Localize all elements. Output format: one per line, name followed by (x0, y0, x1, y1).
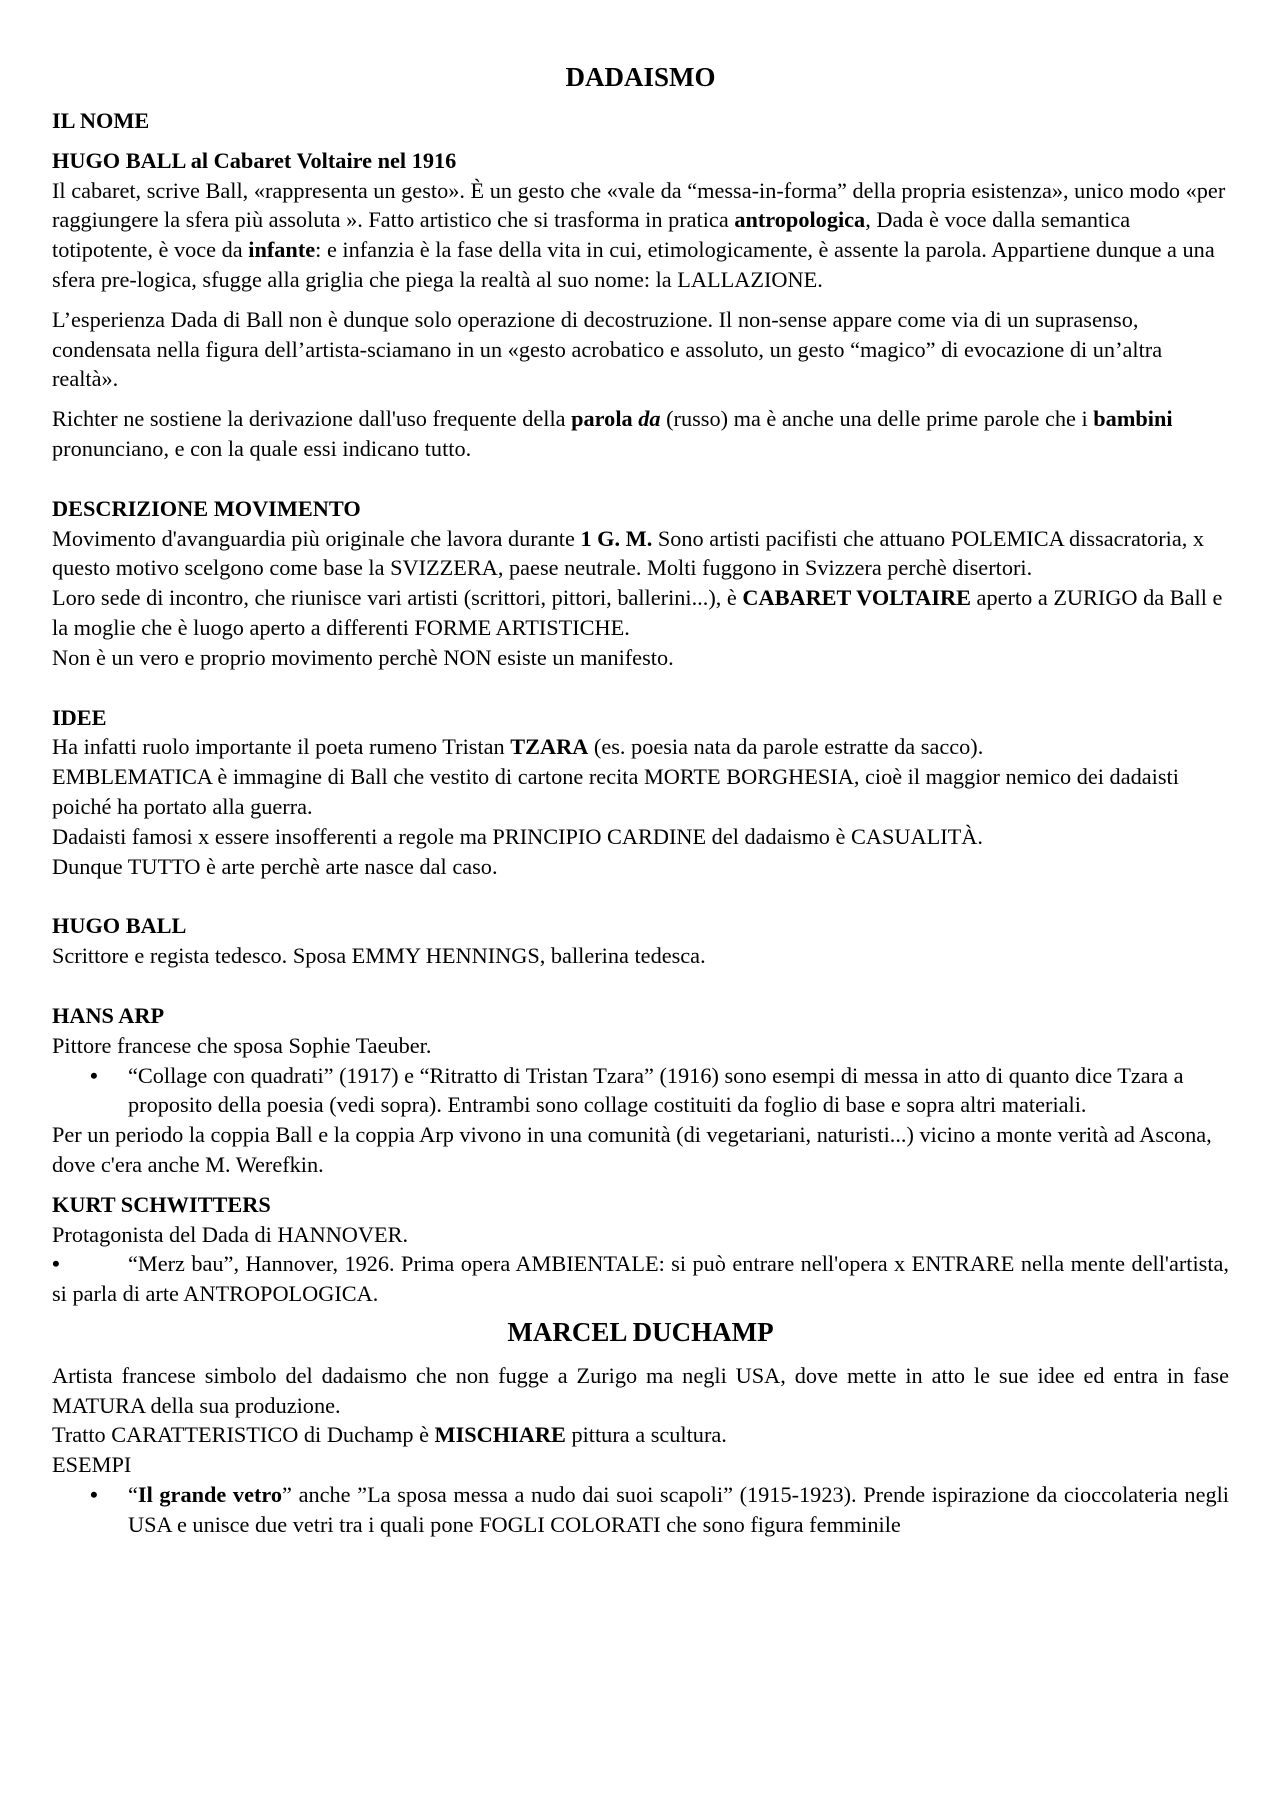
paragraph-tutto-arte: Dunque TUTTO è arte perchè arte nasce dal caso. (52, 853, 498, 879)
paragraph-hans-arp: Pittore francese che sposa Sophie Taeuber. (52, 1032, 432, 1058)
paragraph-manifesto: Non è un vero e proprio movimento perchè NON esiste un manifesto. (52, 644, 674, 670)
section-hugo-ball (52, 911, 1229, 971)
subheading-hugo-ball-cabaret: HUGO BALL al Cabaret Voltaire nel 1916 (52, 147, 457, 173)
page-title: DADAISMO (565, 62, 716, 92)
heading-descrizione-movimento: DESCRIZIONE MOVIMENTO (52, 495, 361, 521)
heading-il-nome: IL NOME (52, 108, 150, 133)
paragraph-monte-verita: Per un periodo la coppia Ball e la coppia Arp vivono in una comunità (di vegetariani, naturisti...) vicino a monte verità ad Ascona, dove c'era anche M. Werefkin. (52, 1122, 1212, 1177)
section-marcel-duchamp (52, 1361, 1229, 1540)
list-item: • “Il grande vetro” anche ”La sposa messa a nudo dai suoi scapoli” (1915-1923). Prende ispirazione da cioccolateria negli USA e unisce due vetri tra i quali pone FOGLI COLORATI che sono figura femminile (90, 1482, 1229, 1537)
section-il-nome (52, 106, 1229, 464)
paragraph-emblematica: EMBLEMATICA è immagine di Ball che vestito di cartone recita MORTE BORGHESIA, cioè il maggior nemico dei dadaisti poiché ha portato alla guerra. (52, 764, 1179, 819)
paragraph-mischiare: Tratto CARATTERISTICO di Duchamp è MISCHIARE pittura a scultura. (52, 1422, 727, 1448)
paragraph-esempi: ESEMPI (52, 1452, 132, 1478)
bullet-icon: • (90, 1482, 98, 1508)
document-page (52, 60, 1229, 1540)
paragraph-tzara: Ha infatti ruolo importante il poeta rumeno Tristan TZARA (es. poesia nata da parole estratte da sacco). (52, 734, 984, 760)
bullet-icon: • (90, 1062, 98, 1088)
paragraph-esperienza-dada: L’esperienza Dada di Ball non è dunque solo operazione di decostruzione. Il non-sense appare come via di un suprasenso, condensata nella figura dell’artista-sciamano in un «gesto acrobatico e assoluto, un gesto “magico” di evocazione di un’altra realtà». (52, 306, 1163, 392)
heading-hugo-ball: HUGO BALL (52, 913, 187, 939)
paragraph-duchamp-intro: Artista francese simbolo del dadaismo che non fugge a Zurigo ma negli USA, dove mette in atto le sue idee ed entra in fase MATURA della sua produzione. (52, 1362, 1229, 1418)
paragraph-movimento: Movimento d'avanguardia più originale che lavora durante 1 G. M. Sono artisti pacifisti che attuano POLEMICA dissacratoria, x questo motivo scelgono come base la SVIZZERA, paese neutrale. Molti fuggono in Svizzera perchè disertori. (52, 525, 1205, 581)
section-title-duchamp: MARCEL DUCHAMP (507, 1316, 774, 1347)
bullet-icon: • (52, 1251, 60, 1277)
paragraph-richter: Richter ne sostiene la derivazione dall'uso frequente della parola da (russo) ma è anche una delle prime parole che i bambini pronunciano, e con la quale essi indicano tutto. (52, 406, 1173, 461)
paragraph-sede: Loro sede di incontro, che riunisce vari artisti (scrittori, pittori, ballerini...), è CABARET VOLTAIRE aperto a ZURIGO da Ball e la moglie che è luogo aperto a differenti FORME ARTISTICHE. (52, 585, 1223, 640)
list-item: • “Collage con quadrati” (1917) e “Ritratto di Tristan Tzara” (1916) sono esempi di messa in atto di quanto dice Tzara a proposito della poesia (vedi sopra). Entrambi sono collage costituiti da foglio di base e sopra altri materiali. (90, 1062, 1184, 1118)
section-hans-arp (52, 1001, 1229, 1180)
section-descrizione-movimento (52, 494, 1229, 673)
heading-idee: IDEE (52, 704, 107, 730)
paragraph-hugo-ball: Scrittore e regista tedesco. Sposa EMMY HENNINGS, ballerina tedesca. (52, 943, 706, 969)
paragraph-casualita: Dadaisti famosi x essere insofferenti a regole ma PRINCIPIO CARDINE del dadaismo è CASUALITÀ. (52, 823, 983, 849)
heading-hans-arp: HANS ARP (52, 1002, 165, 1028)
paragraph-cabaret: Il cabaret, scrive Ball, «rappresenta un gesto». È un gesto che «vale da “messa-in-forma” della propria esistenza», unico modo «per raggiungere la sfera più assoluta ». Fatto artistico che si trasforma in pratica antropologica, Dada è voce dalla semantica totipotente, è voce da infante: e infanzia è la fase della vita in cui, etimologicamente, è assente la parola. Appartiene dunque a una sfera pre-logica, sfugge alla griglia che piega la realtà al suo nome: la LALLAZIONE. (52, 177, 1226, 292)
section-kurt-schwitters (52, 1190, 1229, 1309)
section-idee (52, 703, 1229, 882)
bullet-list-duchamp (52, 1480, 1229, 1540)
heading-kurt-schwitters: KURT SCHWITTERS (52, 1191, 271, 1217)
list-item-merz-bau: • “Merz bau”, Hannover, 1926. Prima opera AMBIENTALE: si può entrare nell'opera x ENTRARE nella mente dell'artista, si parla di arte ANTROPOLOGICA. (52, 1251, 1229, 1307)
bullet-list-arp (52, 1061, 1229, 1121)
paragraph-hannover: Protagonista del Dada di HANNOVER. (52, 1221, 409, 1247)
